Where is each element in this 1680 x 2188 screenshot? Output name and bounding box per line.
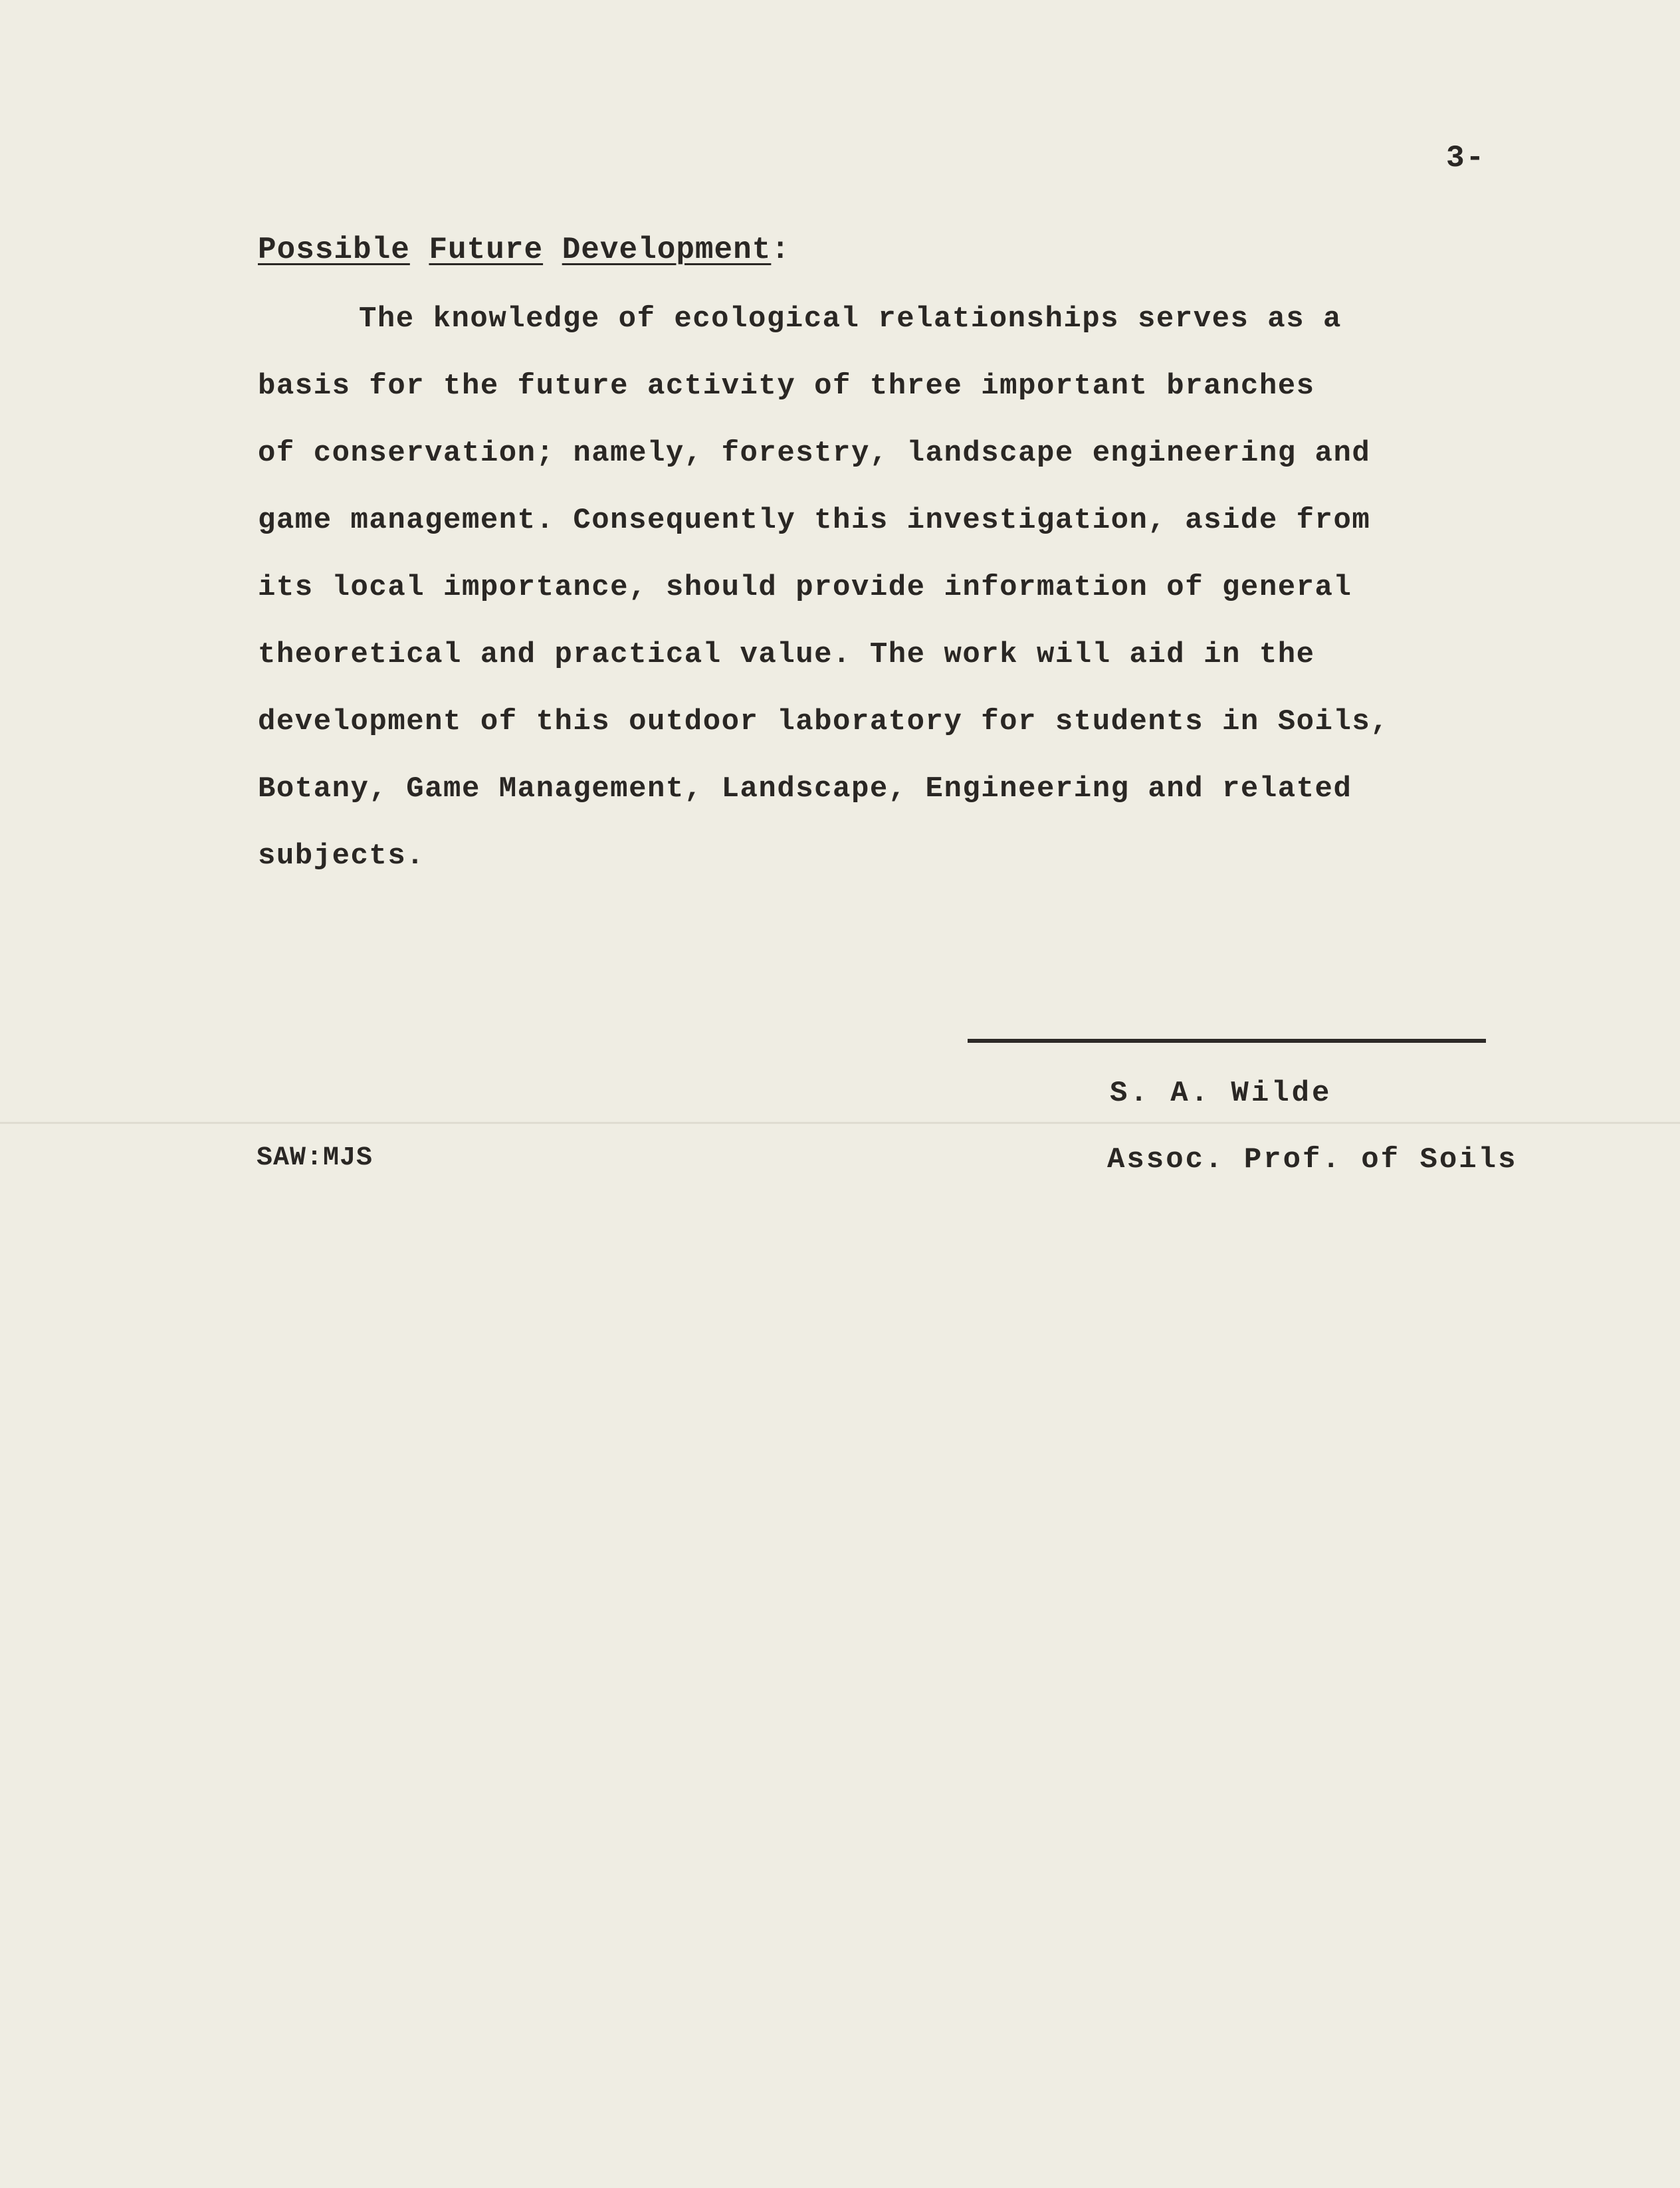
body-line: theoretical and practical value. The work will aid in the — [258, 638, 1315, 671]
page-number: 3- — [1446, 141, 1486, 175]
typist-initials: SAW:MJS — [257, 1143, 373, 1173]
heading-word: Development — [562, 233, 772, 267]
heading-word: Future — [429, 233, 544, 267]
signatory-title: Assoc. Prof. of Soils — [1107, 1143, 1518, 1176]
body-line: development of this outdoor laboratory for students in Soils, — [258, 705, 1390, 738]
signature-line — [968, 1039, 1486, 1043]
signatory-name: S. A. Wilde — [1110, 1077, 1332, 1110]
heading-word: Possible — [258, 233, 410, 267]
section-heading — [258, 233, 790, 267]
heading-colon: : — [771, 233, 790, 267]
body-line: its local importance, should provide information of general — [258, 571, 1352, 604]
body-line: of conservation; namely, forestry, landscape engineering and — [258, 437, 1371, 470]
body-line: game management. Consequently this investigation, aside from — [258, 504, 1371, 537]
body-line: Botany, Game Management, Landscape, Engineering and related — [258, 772, 1352, 806]
paper-fold-line — [0, 1122, 1680, 1124]
body-line: The knowledge of ecological relationships serves as a — [359, 302, 1342, 336]
body-line: basis for the future activity of three important branches — [258, 370, 1315, 403]
body-line: subjects. — [258, 839, 425, 873]
